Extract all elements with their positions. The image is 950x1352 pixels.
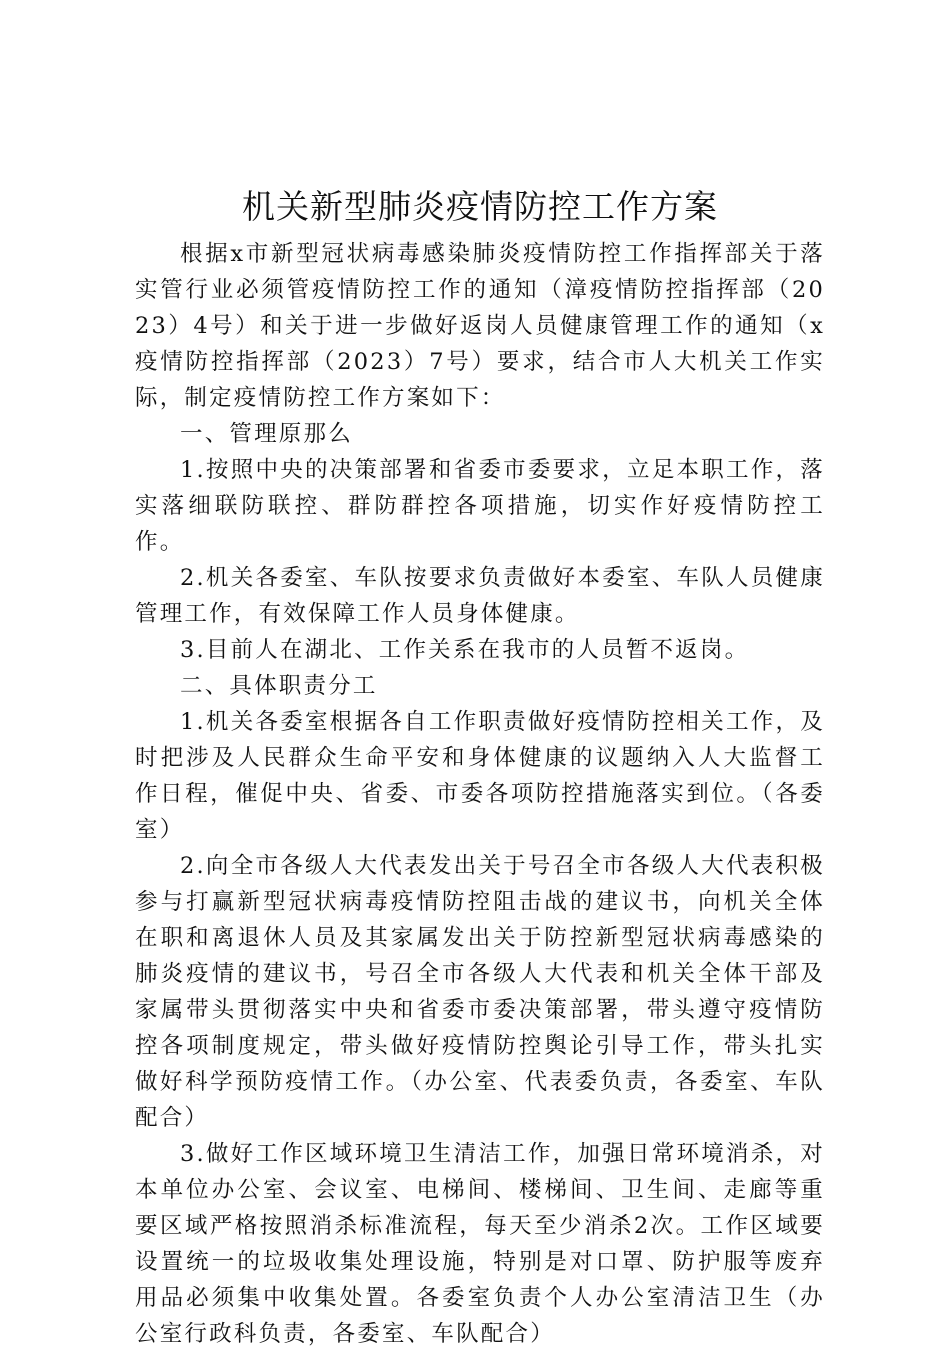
- paragraph-principle-1: 1.按照中央的决策部署和省委市委要求，立足本职工作，落实落细联防联控、群防群控各项措施，切实作好疫情防控工作。: [135, 457, 825, 555]
- paragraph-duty-3: 3.做好工作区域环境卫生清洁工作，加强日常环境消杀，对本单位办公室、会议室、电梯间、楼梯间、卫生间、走廊等重要区域严格按照消杀标准流程，每天至少消杀2次。工作区域要设置统一的垃圾收集处理设施，特别是对口罩、防护服等废弃用品必须集中收集处置。各委室负责个人办公室清洁卫生（办公室行政科负责，各委室、车队配合）: [135, 1141, 825, 1347]
- paragraph-intro: 根据x市新型冠状病毒感染肺炎疫情防控工作指挥部关于落实管行业必须管疫情防控工作的通知（漳疫情防控指挥部（2023）4号）和关于进一步做好返岗人员健康管理工作的通知（x疫情防控指挥部（2023）7号）要求，结合市人大机关工作实际，制定疫情防控工作方案如下：: [135, 241, 825, 411]
- section-heading-principles: 一、管理原那么: [180, 421, 353, 447]
- document-title: 机关新型肺炎疫情防控工作方案: [242, 187, 718, 226]
- paragraph-principle-2: 2.机关各委室、车队按要求负责做好本委室、车队人员健康管理工作，有效保障工作人员身体健康。: [135, 565, 825, 627]
- paragraph-duty-1: 1.机关各委室根据各自工作职责做好疫情防控相关工作，及时把涉及人民群众生命平安和身体健康的议题纳入人大监督工作日程，催促中央、省委、市委各项防控措施落实到位。（各委室）: [135, 709, 825, 843]
- paragraph-principle-3: 3.目前人在湖北、工作关系在我市的人员暂不返岗。: [180, 637, 750, 663]
- document-page: [135, 178, 825, 1352]
- section-heading-duties: 二、具体职责分工: [180, 673, 378, 699]
- paragraph-duty-2: 2.向全市各级人大代表发出关于号召全市各级人大代表积极参与打赢新型冠状病毒疫情防控阻击战的建议书，向机关全体在职和离退休人员及其家属发出关于防控新型冠状病毒感染的肺炎疫情的建议书，号召全市各级人大代表和机关全体干部及家属带头贯彻落实中央和省委市委决策部署，带头遵守疫情防控各项制度规定，带头做好疫情防控舆论引导工作，带头扎实做好科学预防疫情工作。（办公室、代表委负责，各委室、车队配合）: [135, 853, 825, 1131]
